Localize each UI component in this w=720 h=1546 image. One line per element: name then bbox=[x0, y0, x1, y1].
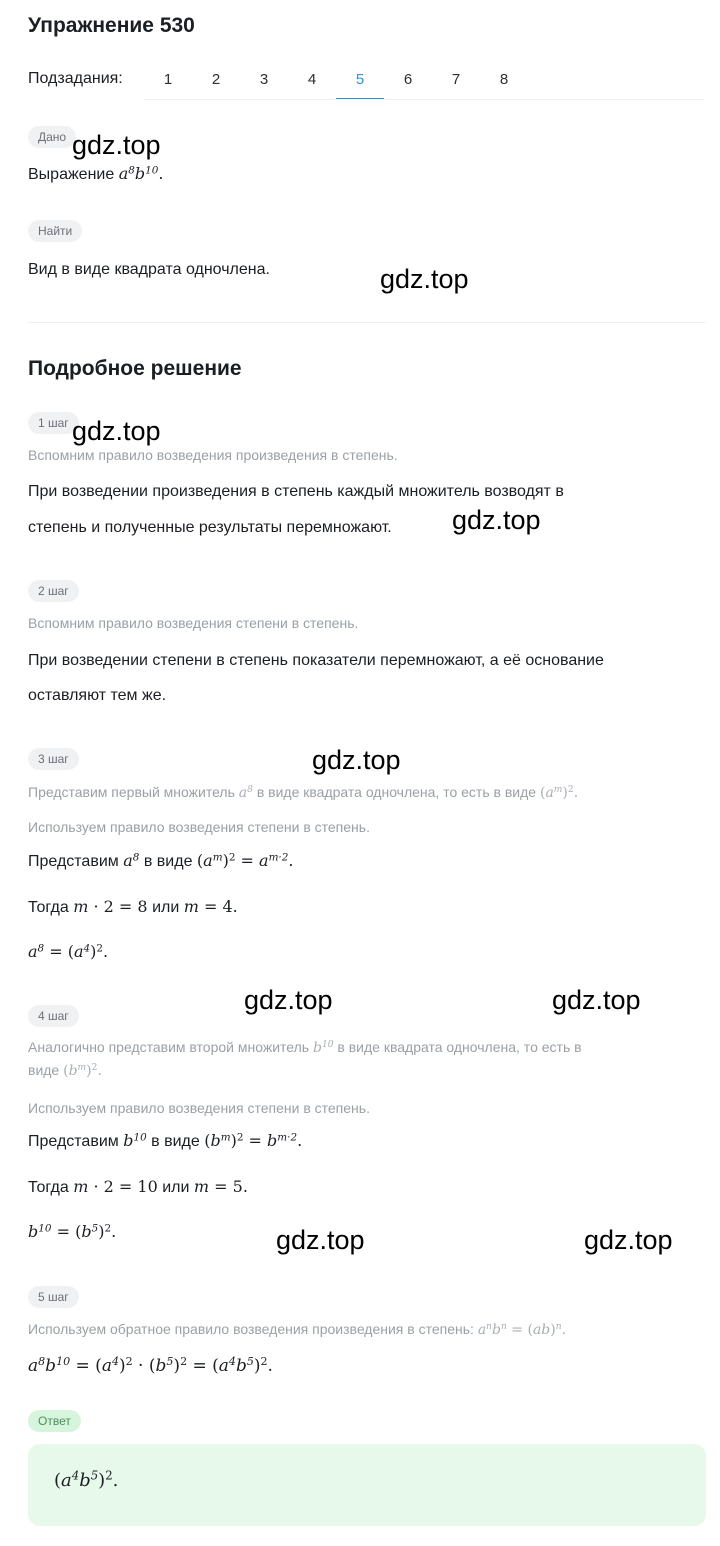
tab-subtask-4[interactable]: 4 bbox=[307, 71, 317, 88]
step5-pill: 5 шаг bbox=[28, 1286, 79, 1308]
step1-hint: Вспомним правило возведения произведения в степень. bbox=[28, 447, 398, 463]
tabs-divider bbox=[144, 99, 704, 100]
tab-subtask-3[interactable]: 3 bbox=[259, 71, 269, 88]
step3-line2-part-a: Тогда bbox=[28, 899, 69, 916]
step3-line1: Представим $a^8$ в виде $(a^m)^2 = a^{m\cdot 2}$. bbox=[28, 851, 294, 870]
watermark: gdz.top bbox=[552, 985, 641, 1015]
watermark: gdz.top bbox=[72, 130, 161, 160]
watermark: gdz.top bbox=[380, 264, 469, 294]
subtask-tabs bbox=[144, 62, 528, 100]
step4-line2: Тогда m · 2 = 10 или m = 5. bbox=[28, 1177, 248, 1196]
watermark: gdz.top bbox=[452, 505, 541, 535]
step1-line2: степень и полученные результаты перемножают. bbox=[28, 519, 392, 536]
answer-pill: Ответ bbox=[28, 1410, 81, 1432]
step4-hint-part-b: в виде квадрата одночлена, то есть в bbox=[337, 1039, 582, 1055]
step1-line1: При возведении произведения в степень каждый множитель возводят в bbox=[28, 483, 564, 500]
step4-line2-part-b: или bbox=[162, 1179, 190, 1196]
find-text: Вид в виде квадрата одночлена. bbox=[28, 261, 270, 278]
given-expression: $a^8b^{10}$ bbox=[118, 164, 159, 183]
step3-hint2: Используем правило возведения степени в степень. bbox=[28, 819, 370, 835]
step4-result: $b^{10} = (b^5)^2$. bbox=[28, 1222, 117, 1241]
step3-hint-part-a: Представим первый множитель bbox=[28, 784, 235, 800]
step4-line1-part-b: в виде bbox=[151, 1133, 200, 1150]
watermark: gdz.top bbox=[244, 985, 333, 1015]
tab-subtask-5[interactable]: 5 bbox=[336, 62, 384, 100]
given-label: Выражение bbox=[28, 166, 115, 183]
watermark: gdz.top bbox=[276, 1225, 365, 1255]
answer-expression: $(a^4b^5)^2$. bbox=[54, 1468, 119, 1491]
solution-title: Подробное решение bbox=[28, 357, 242, 380]
step5-result: $a^8b^{10} = (a^4)^2 \cdot (b^5)^2 = (a^4b^5)^2$. bbox=[28, 1354, 273, 1376]
step3-result: $a^8 = (a^4)^2$. bbox=[28, 942, 109, 961]
step3-hint: Представим первый множитель $a^8$ в виде квадрата одночлена, то есть в виде $(a^m)^2$. bbox=[28, 784, 579, 801]
tab-subtask-6[interactable]: 6 bbox=[403, 71, 413, 88]
step2-line2: оставляют тем же. bbox=[28, 687, 167, 704]
tab-subtask-7[interactable]: 7 bbox=[451, 71, 461, 88]
find-pill: Найти bbox=[28, 220, 82, 242]
watermark: gdz.top bbox=[312, 745, 401, 775]
step3-line1-part-b: в виде bbox=[143, 853, 193, 870]
section-divider bbox=[28, 322, 706, 323]
step4-line1-part-a: Представим bbox=[28, 1133, 119, 1150]
step4-hint-part-c: виде bbox=[28, 1062, 60, 1078]
watermark: gdz.top bbox=[584, 1225, 673, 1255]
step3-pill: 3 шаг bbox=[28, 748, 79, 770]
step3-hint-part-b: в виде квадрата одночлена, то есть в виде bbox=[256, 784, 537, 800]
step1-pill: 1 шаг bbox=[28, 412, 79, 434]
step4-hint-cont: виде $(b^m)^2$. bbox=[28, 1062, 102, 1079]
answer-box bbox=[28, 1444, 706, 1526]
step2-line1: При возведении степени в степень показатели перемножают, а её основание bbox=[28, 652, 604, 669]
step3-line2: Тогда m · 2 = 8 или m = 4. bbox=[28, 897, 238, 916]
step3-line2-part-b: или bbox=[152, 899, 180, 916]
step4-hint: Аналогично представим второй множитель $b^{10}$ в виде квадрата одночлена, то есть в bbox=[28, 1039, 582, 1056]
page-title: Упражнение 530 bbox=[28, 14, 195, 37]
given-pill: Дано bbox=[28, 126, 76, 148]
tab-subtask-8[interactable]: 8 bbox=[499, 71, 509, 88]
step4-pill: 4 шаг bbox=[28, 1005, 79, 1027]
subtasks-label: Подзадания: bbox=[28, 70, 123, 87]
step5-hint: Используем обратное правило возведения произведения в степень: $a^nb^n = (ab)^n$. bbox=[28, 1321, 567, 1338]
tab-subtask-2[interactable]: 2 bbox=[211, 71, 221, 88]
watermark: gdz.top bbox=[72, 416, 161, 446]
step4-line2-part-a: Тогда bbox=[28, 1179, 69, 1196]
step4-hint-part-a: Аналогично представим второй множитель bbox=[28, 1039, 310, 1055]
given-text: Выражение $a^8b^{10}$. bbox=[28, 164, 164, 183]
step2-pill: 2 шаг bbox=[28, 580, 79, 602]
tab-subtask-1[interactable]: 1 bbox=[163, 71, 173, 88]
step2-hint: Вспомним правило возведения степени в степень. bbox=[28, 615, 359, 631]
step3-line1-part-a: Представим bbox=[28, 853, 119, 870]
step4-line1: Представим $b^{10}$ в виде $(b^m)^2 = b^{m\cdot 2}$. bbox=[28, 1131, 303, 1150]
step5-hint-text: Используем обратное правило возведения произведения в степень: bbox=[28, 1321, 474, 1337]
step4-hint2: Используем правило возведения степени в степень. bbox=[28, 1100, 370, 1116]
